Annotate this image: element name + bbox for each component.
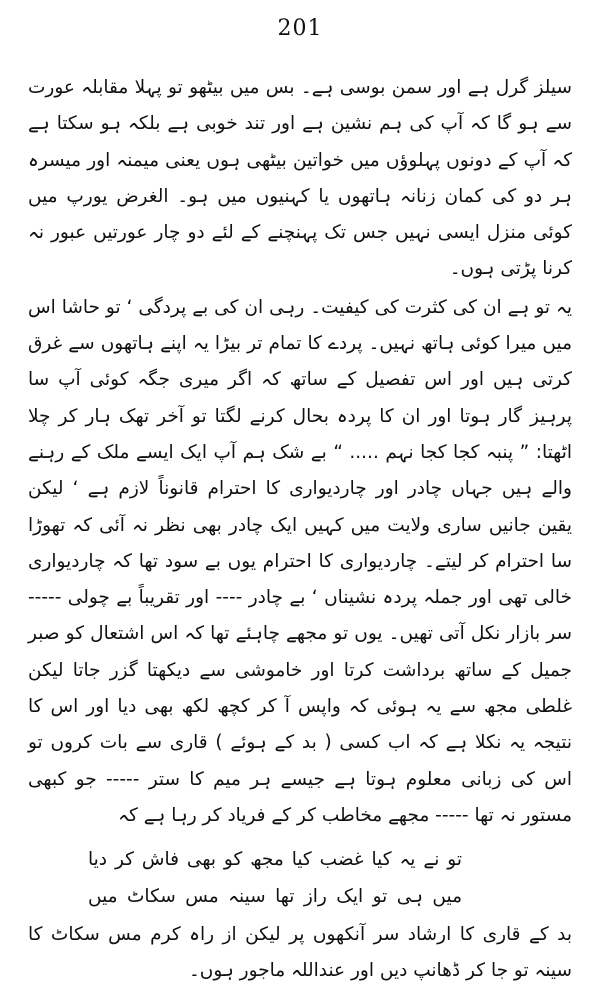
paragraph-2: یہ تو ہے ان کی کثرت کی کیفیت۔ رہی ان کی بے پردگی ‘ تو حاشا اس میں میرا کوئی ہاتھ نہیں۔ پردے کا تمام تر بیڑا یہ اپنے ہاتھوں سے غرق کرتی ہیں اور اس تفصیل کے ساتھ کہ اگر میری جگہ کوئی آپ سا پرہیز گار ہوتا اور ان کا پردہ بحال کرنے لگتا تو آخر تھک ہار کر چلا اٹھتا: ” پنبہ کجا کجا نہم ..... “ بے شک ہم آپ ایک ایسے ملک کے رہنے والے ہیں جہاں چادر اور چاردیواری کا احترام قانوناً لازم ہے ‘ لیکن یقین جانیں ساری ولایت میں کہیں ایک چادر بھی نظر نہ آئی کہ تھوڑا سا احترام کر لیتے۔ چاردیواری کا احترام یوں بے سود تھا کہ چاردیواری خالی تھی اور جملہ پردہ نشیناں ‘ بے چادر ---- اور تقریباً بے چولی ----- سر بازار نکل آتی تھیں۔ یوں تو مجھے چاہئے تھا کہ اس اشتعال کو صبر جمیل کے ساتھ برداشت کرتا اور خاموشی سے دیکھتا گزر جاتا لیکن غلطی مجھ سے یہ ہوئی کہ واپس آ کر کچھ لکھ بھی دیا اور اس کا نتیجہ یہ نکلا ہے کہ اب کسی ( بد کے ہوئے ) قاری سے بات کروں تو اس کی زبانی معلوم ہوتا ہے جیسے ہر میم کا ستر ----- جو کبھی مستور نہ تھا ----- مجھے مخاطب کر کے فریاد کر رہا ہے کہ [28, 296, 572, 826]
page-body [28, 70, 572, 989]
verse-line-2: میں ہی تو ایک راز تھا سینہ مس سکاٹ میں [88, 885, 462, 907]
verse-line-1: تو نے یہ کیا غضب کیا مجھ کو بھی فاش کر دیا [88, 849, 462, 871]
paragraph-1: سیلز گرل ہے اور سمن بوسی ہے۔ بس میں بیٹھو تو پہلا مقابلہ عورت سے ہو گا کہ آپ کی ہم نشین ہے اور تند خوبی ہے بلکہ ہو سکتا ہے کہ آپ کے دونوں پہلوؤں میں خواتین بیٹھی ہوں یعنی میمنہ اور میسرہ ہر دو کی کمان زنانہ ہاتھوں یا کہنیوں میں ہو۔ الغرض یورپ میں کوئی منزل ایسی نہیں جس تک پہنچنے کے لئے دو چار عورتیں عبور نہ کرنا پڑتی ہوں۔ [28, 77, 572, 280]
page-number: 201 [277, 16, 323, 41]
closing-paragraph: بد کے قاری کا ارشاد سر آنکھوں پر لیکن از راہ کرم مس سکاٹ کا سینہ تو جا کر ڈھانپ دیں اور عنداللہ ماجور ہوں۔ [28, 923, 572, 982]
poetry-couplet [28, 842, 572, 915]
